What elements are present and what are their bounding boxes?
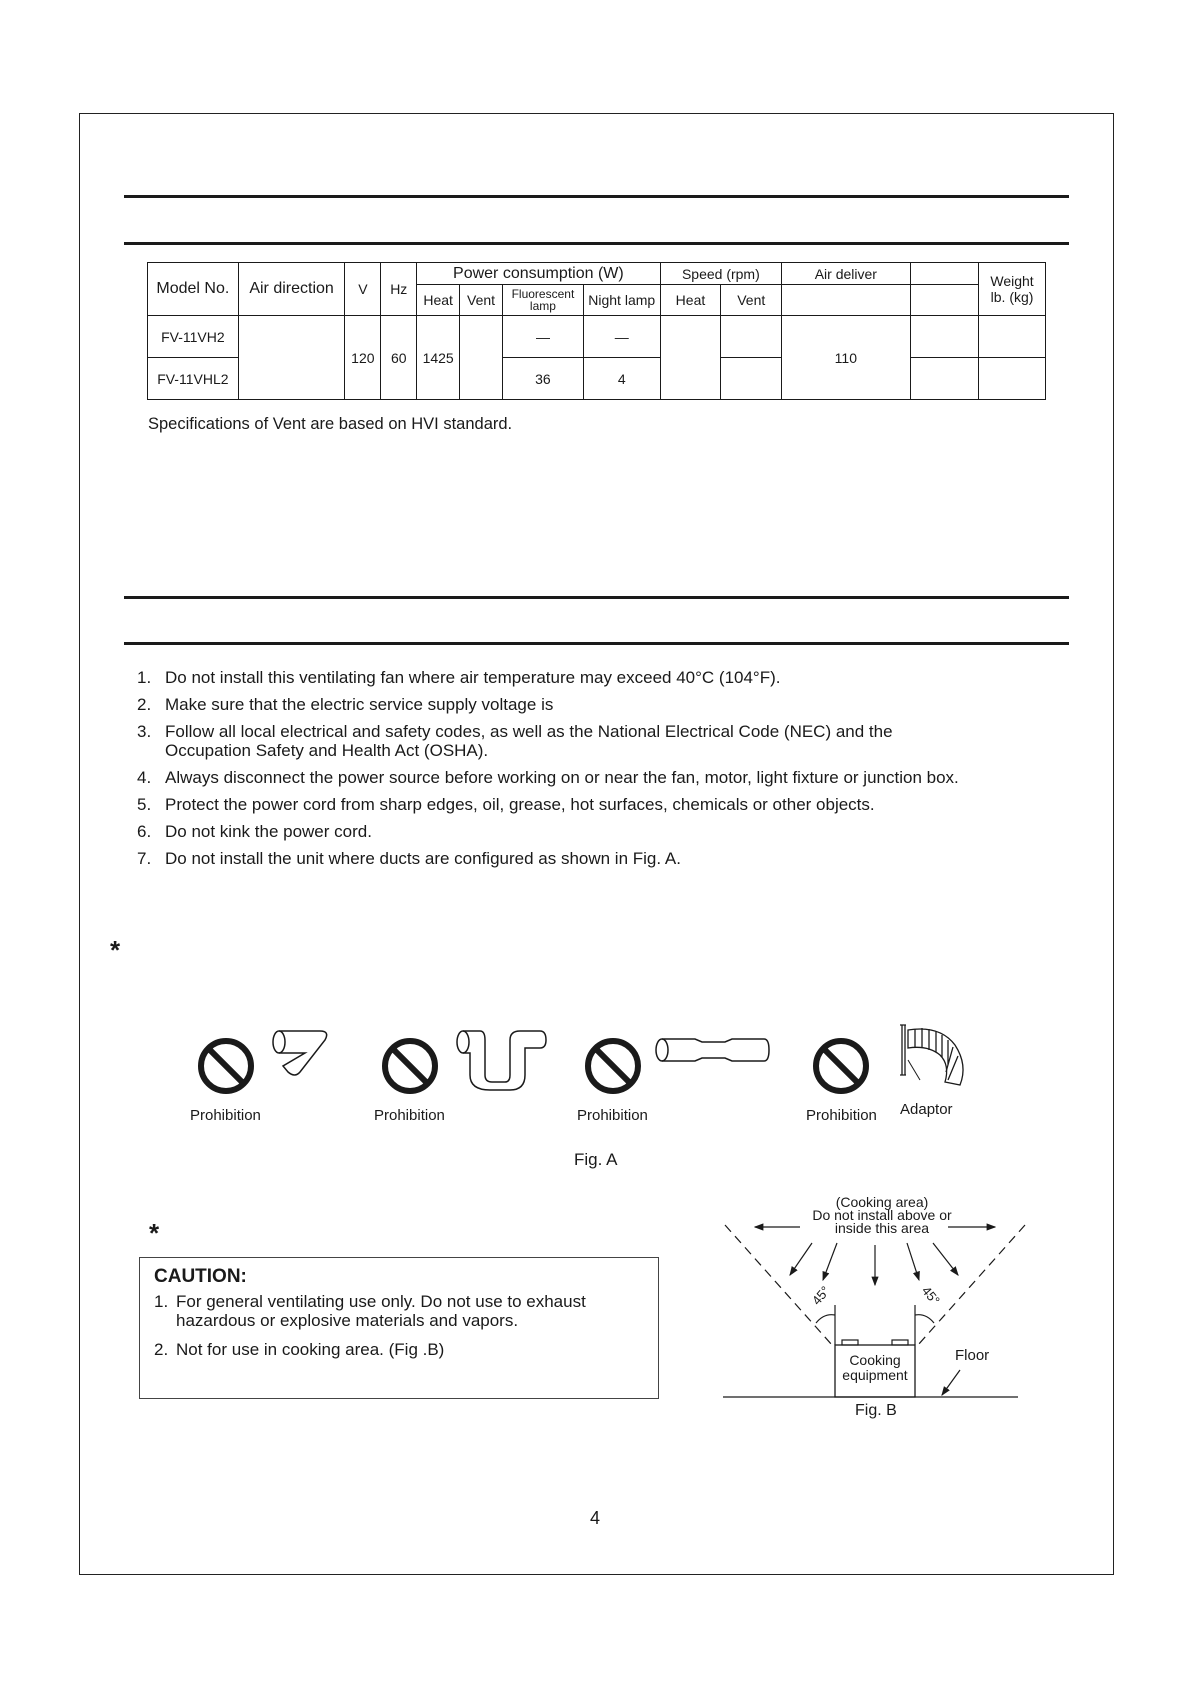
header-air-deliver-sub xyxy=(782,285,910,316)
item-number: 1. xyxy=(137,668,152,687)
warning-list xyxy=(137,668,977,876)
prohibition-icon xyxy=(201,1041,251,1091)
item-text: Do not install this ventilating fan where air temperature may exceed 40°C (104°F). xyxy=(165,668,781,687)
equipment-line: Cooking xyxy=(849,1352,901,1368)
header-power-heat: Heat xyxy=(417,285,460,316)
angle-label-right: 45° xyxy=(918,1283,943,1308)
speed-vent-cell xyxy=(721,358,782,400)
item-text: Make sure that the electric service supply voltage is xyxy=(165,695,554,714)
prohibition-label: Prohibition xyxy=(806,1107,877,1124)
item-number: 3. xyxy=(137,722,152,741)
list-item xyxy=(137,695,977,714)
model-cell: FV-11VHL2 xyxy=(148,358,239,400)
page-number: 4 xyxy=(590,1508,601,1528)
header-power-vent: Vent xyxy=(460,285,503,316)
fluorescent-cell: 36 xyxy=(503,358,584,400)
angle-arc-left xyxy=(816,1315,835,1323)
area-line: Do not install above or xyxy=(812,1207,952,1223)
cooking-area-label xyxy=(812,1196,952,1235)
weight-label: Weight xyxy=(990,273,1034,289)
equipment-line: equipment xyxy=(842,1367,908,1383)
header-fluorescent-lamp: Fluorescent lamp xyxy=(503,285,584,316)
night-lamp-cell: — xyxy=(583,316,660,358)
header-blank xyxy=(910,263,979,285)
section-rule xyxy=(124,642,1069,645)
list-item xyxy=(137,722,977,760)
prohibition-label: Prohibition xyxy=(577,1107,648,1124)
elbow-duct-icon xyxy=(273,1031,327,1075)
prohibition-icon xyxy=(816,1041,866,1091)
speed-heat-cell xyxy=(660,316,721,400)
blank-cell xyxy=(910,358,979,400)
power-heat-cell: 1425 xyxy=(417,316,460,400)
header-model-no: Model No. xyxy=(148,263,239,316)
section-rule xyxy=(124,596,1069,599)
prohibition-icon xyxy=(385,1041,435,1091)
area-line: (Cooking area) xyxy=(835,1194,929,1210)
speed-vent-cell xyxy=(721,316,782,358)
figure-a-caption: Fig. A xyxy=(574,1150,618,1169)
item-text: Follow all local electrical and safety codes, as well as the National Electrical Code (NEC) and the Occupation Safety and Health Act (OSHA). xyxy=(165,722,893,760)
asterisk-marker: * xyxy=(110,935,121,965)
section-rule xyxy=(124,242,1069,245)
floor-label: Floor xyxy=(955,1347,990,1364)
item-number: 2. xyxy=(137,695,152,714)
figure-a xyxy=(180,1020,1000,1170)
header-weight xyxy=(979,263,1046,316)
specifications-table xyxy=(147,262,1046,400)
caution-item xyxy=(154,1292,644,1330)
item-text: Protect the power cord from sharp edges, oil, grease, hot surfaces, chemicals or other objects. xyxy=(165,795,875,814)
item-text: Not for use in cooking area. (Fig .B) xyxy=(176,1340,445,1359)
adaptor-label: Adaptor xyxy=(900,1101,953,1118)
prohibition-icon xyxy=(588,1041,638,1091)
fluorescent-cell: — xyxy=(503,316,584,358)
item-number: 2. xyxy=(154,1340,169,1359)
caution-item xyxy=(154,1340,644,1359)
boundary-line-right xyxy=(918,1225,1025,1345)
item-text: Do not kink the power cord. xyxy=(165,822,372,841)
air-deliver-cell: 110 xyxy=(782,316,910,400)
figure-b-caption: Fig. B xyxy=(855,1402,897,1419)
blank-cell xyxy=(910,316,979,358)
spec-note: Specifications of Vent are based on HVI standard. xyxy=(148,415,513,433)
header-speed: Speed (rpm) xyxy=(660,263,782,285)
asterisk-marker: * xyxy=(149,1218,160,1248)
prohibition-label: Prohibition xyxy=(374,1107,445,1124)
angle-label-left: 45° xyxy=(808,1283,833,1308)
item-text: Do not install the unit where ducts are configured as shown in Fig. A. xyxy=(165,849,681,868)
header-night-lamp: Night lamp xyxy=(583,285,660,316)
item-number: 6. xyxy=(137,822,152,841)
reducer-duct-icon xyxy=(656,1039,769,1061)
weight-cell xyxy=(979,358,1046,400)
model-cell: FV-11VH2 xyxy=(148,316,239,358)
u-duct-icon xyxy=(457,1031,546,1090)
caution-title: CAUTION: xyxy=(154,1266,247,1287)
item-text: For general ventilating use only. Do not use to exhaust hazardous or explosive materials and vapors. xyxy=(176,1292,586,1330)
header-blank-sub xyxy=(910,285,979,316)
item-number: 5. xyxy=(137,795,152,814)
item-number: 7. xyxy=(137,849,152,868)
list-item xyxy=(137,822,977,841)
hz-cell: 60 xyxy=(381,316,417,400)
item-number: 4. xyxy=(137,768,152,787)
item-number: 1. xyxy=(154,1292,169,1311)
section-rule xyxy=(124,195,1069,198)
header-v: V xyxy=(345,263,381,316)
header-air-direction: Air direction xyxy=(238,263,345,316)
power-vent-cell xyxy=(460,316,503,400)
list-item xyxy=(137,795,977,814)
angle-arc-right xyxy=(915,1315,934,1323)
night-lamp-cell: 4 xyxy=(583,358,660,400)
header-power-consumption: Power consumption (W) xyxy=(417,263,660,285)
voltage-cell: 120 xyxy=(345,316,381,400)
weight-cell xyxy=(979,316,1046,358)
table-row xyxy=(148,316,1046,358)
air-direction-cell xyxy=(238,316,345,400)
list-item xyxy=(137,668,977,687)
item-text: Always disconnect the power source before working on or near the fan, motor, light fixture or junction box. xyxy=(165,768,959,787)
caution-box xyxy=(139,1257,659,1399)
list-item xyxy=(137,768,977,787)
header-speed-heat: Heat xyxy=(660,285,721,316)
weight-unit: lb. (kg) xyxy=(990,289,1034,305)
header-air-deliver: Air deliver xyxy=(782,263,910,285)
header-speed-vent: Vent xyxy=(721,285,782,316)
cooking-equipment-label xyxy=(835,1353,915,1383)
flexible-duct-icon xyxy=(900,1025,963,1085)
area-line: inside this area xyxy=(834,1220,930,1236)
list-item xyxy=(137,849,977,868)
prohibition-label: Prohibition xyxy=(190,1107,261,1124)
header-hz: Hz xyxy=(381,263,417,316)
boundary-line-left xyxy=(725,1225,832,1345)
